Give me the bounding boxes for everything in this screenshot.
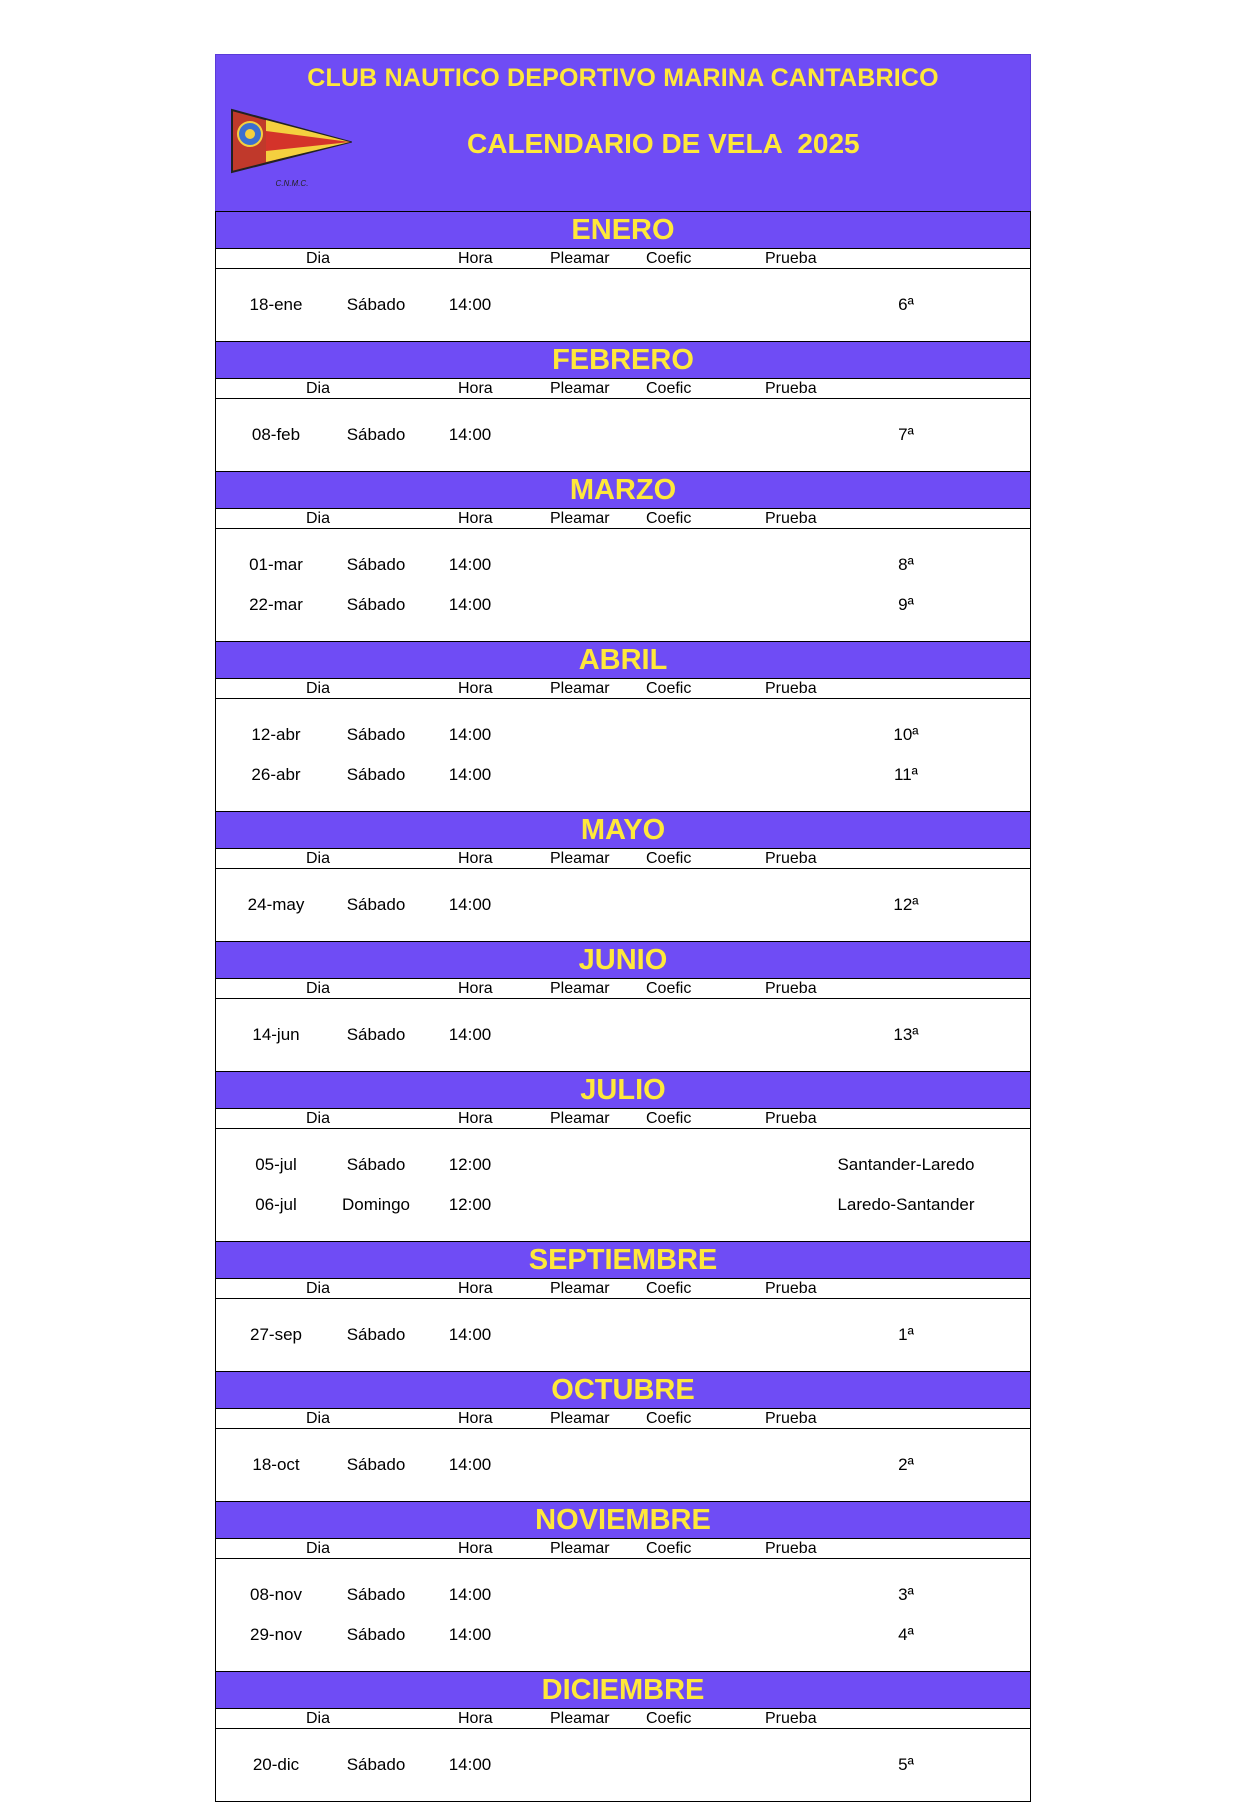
- month-title: JULIO: [216, 1072, 1030, 1109]
- event-row: [216, 547, 1030, 587]
- column-header-hora: Hora: [458, 380, 493, 397]
- column-header-row: [216, 509, 1030, 529]
- event-weekday: Sábado: [346, 425, 406, 444]
- event-date: 05-jul: [255, 1155, 297, 1174]
- column-header-prueba: Prueba: [765, 680, 817, 697]
- column-header-prueba: Prueba: [765, 850, 817, 867]
- column-header-pleamar: Pleamar: [550, 1540, 610, 1557]
- column-header-pleamar: Pleamar: [550, 980, 610, 997]
- column-header-row: [216, 979, 1030, 999]
- event-time: 14:00: [448, 765, 492, 784]
- event-time: 14:00: [448, 1755, 492, 1774]
- event-time: 14:00: [448, 555, 492, 574]
- club-name: CLUB NAUTICO DEPORTIVO MARINA CANTABRICO: [307, 64, 939, 92]
- column-header-pleamar: Pleamar: [550, 1710, 610, 1727]
- column-header-coefic: Coefic: [646, 510, 692, 527]
- event-row: [216, 1317, 1030, 1357]
- event-prueba: Laredo-Santander: [837, 1195, 975, 1214]
- event-prueba: 2ª: [898, 1455, 914, 1474]
- event-time: 14:00: [448, 1025, 492, 1044]
- event-row: [216, 1577, 1030, 1617]
- month-section: [215, 1371, 1031, 1501]
- event-weekday: Sábado: [346, 1455, 406, 1474]
- column-header-pleamar: Pleamar: [550, 250, 610, 267]
- event-time: 14:00: [448, 295, 492, 314]
- months-container: [215, 211, 1031, 1802]
- column-header-row: [216, 1409, 1030, 1429]
- column-header-coefic: Coefic: [646, 680, 692, 697]
- event-date: 14-jun: [252, 1025, 300, 1044]
- column-header-row: [216, 1709, 1030, 1729]
- event-list: [216, 869, 1030, 941]
- column-header-prueba: Prueba: [765, 1710, 817, 1727]
- event-weekday: Sábado: [346, 555, 406, 574]
- event-list: [216, 399, 1030, 471]
- event-prueba: 7ª: [898, 425, 914, 444]
- month-title: JUNIO: [216, 942, 1030, 979]
- event-prueba: 3ª: [898, 1585, 914, 1604]
- event-row: [216, 1187, 1030, 1227]
- event-prueba: 6ª: [898, 295, 914, 314]
- column-header-hora: Hora: [458, 680, 493, 697]
- column-header-coefic: Coefic: [646, 980, 692, 997]
- column-header-prueba: Prueba: [765, 1540, 817, 1557]
- month-title: MAYO: [216, 812, 1030, 849]
- month-section: [215, 811, 1031, 941]
- event-prueba: 4ª: [898, 1625, 914, 1644]
- month-section: [215, 1241, 1031, 1371]
- event-time: 12:00: [448, 1195, 492, 1214]
- column-header-dia: Dia: [306, 1410, 331, 1427]
- logo-caption: C.N.M.C.: [275, 179, 309, 188]
- event-list: [216, 1129, 1030, 1241]
- event-prueba: 8ª: [898, 555, 914, 574]
- column-header-prueba: Prueba: [765, 1110, 817, 1127]
- event-prueba: 11ª: [894, 765, 918, 784]
- event-row: [216, 1147, 1030, 1187]
- month-section: [215, 1071, 1031, 1241]
- event-date: 08-feb: [251, 425, 301, 444]
- event-prueba: 1ª: [898, 1325, 914, 1344]
- event-weekday: Sábado: [346, 1585, 406, 1604]
- column-header-hora: Hora: [458, 250, 493, 267]
- column-header-row: [216, 1279, 1030, 1299]
- month-section: [215, 941, 1031, 1071]
- month-title: FEBRERO: [216, 342, 1030, 379]
- column-header-row: [216, 849, 1030, 869]
- event-date: 12-abr: [251, 725, 301, 744]
- event-list: [216, 999, 1030, 1071]
- column-header-hora: Hora: [458, 1710, 493, 1727]
- event-row: [216, 887, 1030, 927]
- event-row: [216, 417, 1030, 457]
- month-section: [215, 211, 1031, 341]
- column-header-prueba: Prueba: [765, 250, 817, 267]
- event-date: 20-dic: [252, 1755, 300, 1774]
- event-row: [216, 287, 1030, 327]
- column-header-dia: Dia: [306, 380, 331, 397]
- event-date: 18-ene: [249, 295, 303, 314]
- column-header-prueba: Prueba: [765, 510, 817, 527]
- column-header-hora: Hora: [458, 510, 493, 527]
- column-header-coefic: Coefic: [646, 1280, 692, 1297]
- event-row: [216, 1617, 1030, 1657]
- event-list: [216, 529, 1030, 641]
- column-header-coefic: Coefic: [646, 380, 692, 397]
- column-header-row: [216, 679, 1030, 699]
- event-row: [216, 717, 1030, 757]
- event-list: [216, 699, 1030, 811]
- event-weekday: Sábado: [346, 725, 406, 744]
- calendar-sheet: [215, 54, 1031, 1802]
- column-header-dia: Dia: [306, 980, 331, 997]
- column-header-coefic: Coefic: [646, 1710, 692, 1727]
- event-row: [216, 757, 1030, 797]
- month-section: [215, 341, 1031, 471]
- event-row: [216, 1447, 1030, 1487]
- event-time: 14:00: [448, 725, 492, 744]
- column-header-dia: Dia: [306, 850, 331, 867]
- month-title: DICIEMBRE: [216, 1672, 1030, 1709]
- event-weekday: Sábado: [346, 595, 406, 614]
- month-title: SEPTIEMBRE: [216, 1242, 1030, 1279]
- event-date: 24-may: [247, 895, 305, 914]
- column-header-row: [216, 249, 1030, 269]
- column-header-pleamar: Pleamar: [550, 1410, 610, 1427]
- column-header-hora: Hora: [458, 850, 493, 867]
- event-time: 12:00: [448, 1155, 492, 1174]
- event-weekday: Sábado: [346, 1155, 406, 1174]
- event-weekday: Sábado: [346, 895, 406, 914]
- club-pennant-logo: [230, 108, 352, 190]
- column-header-coefic: Coefic: [646, 1110, 692, 1127]
- column-header-hora: Hora: [458, 1110, 493, 1127]
- event-weekday: Sábado: [346, 765, 406, 784]
- column-header-prueba: Prueba: [765, 980, 817, 997]
- event-weekday: Domingo: [341, 1195, 411, 1214]
- column-header-dia: Dia: [306, 1110, 331, 1127]
- event-list: [216, 269, 1030, 341]
- column-header-prueba: Prueba: [765, 1410, 817, 1427]
- column-header-hora: Hora: [458, 980, 493, 997]
- column-header-dia: Dia: [306, 1710, 331, 1727]
- column-header-prueba: Prueba: [765, 1280, 817, 1297]
- event-weekday: Sábado: [346, 295, 406, 314]
- month-section: [215, 1501, 1031, 1671]
- event-list: [216, 1429, 1030, 1501]
- calendar-header: [215, 54, 1031, 211]
- event-time: 14:00: [448, 1455, 492, 1474]
- event-date: 26-abr: [251, 765, 301, 784]
- column-header-dia: Dia: [306, 1280, 331, 1297]
- column-header-coefic: Coefic: [646, 250, 692, 267]
- month-section: [215, 1671, 1031, 1802]
- event-time: 14:00: [448, 1325, 492, 1344]
- month-title: MARZO: [216, 472, 1030, 509]
- event-list: [216, 1729, 1030, 1801]
- event-time: 14:00: [448, 425, 492, 444]
- event-row: [216, 1747, 1030, 1787]
- event-list: [216, 1559, 1030, 1671]
- calendar-title: CALENDARIO DE VELA 2025: [467, 128, 860, 159]
- event-list: [216, 1299, 1030, 1371]
- column-header-coefic: Coefic: [646, 1540, 692, 1557]
- column-header-dia: Dia: [306, 680, 331, 697]
- event-date: 27-sep: [250, 1325, 302, 1344]
- event-weekday: Sábado: [346, 1025, 406, 1044]
- column-header-row: [216, 1109, 1030, 1129]
- column-header-hora: Hora: [458, 1410, 493, 1427]
- event-weekday: Sábado: [346, 1755, 406, 1774]
- event-prueba: 9ª: [898, 595, 914, 614]
- event-date: 08-nov: [250, 1585, 302, 1604]
- event-prueba: 13ª: [893, 1025, 919, 1044]
- month-title: OCTUBRE: [216, 1372, 1030, 1409]
- column-header-hora: Hora: [458, 1280, 493, 1297]
- column-header-row: [216, 379, 1030, 399]
- event-prueba: Santander-Laredo: [837, 1155, 975, 1174]
- event-time: 14:00: [448, 595, 492, 614]
- column-header-pleamar: Pleamar: [550, 510, 610, 527]
- month-section: [215, 641, 1031, 811]
- column-header-pleamar: Pleamar: [550, 680, 610, 697]
- column-header-coefic: Coefic: [646, 850, 692, 867]
- event-date: 18-oct: [252, 1455, 300, 1474]
- event-time: 14:00: [448, 1585, 492, 1604]
- event-time: 14:00: [448, 895, 492, 914]
- event-weekday: Sábado: [346, 1625, 406, 1644]
- event-row: [216, 587, 1030, 627]
- event-weekday: Sábado: [346, 1325, 406, 1344]
- month-section: [215, 471, 1031, 641]
- event-prueba: 5ª: [898, 1755, 914, 1774]
- month-title: ENERO: [216, 212, 1030, 249]
- month-title: ABRIL: [216, 642, 1030, 679]
- column-header-hora: Hora: [458, 1540, 493, 1557]
- event-date: 29-nov: [250, 1625, 302, 1644]
- column-header-dia: Dia: [306, 510, 331, 527]
- event-prueba: 10ª: [893, 725, 919, 744]
- column-header-coefic: Coefic: [646, 1410, 692, 1427]
- column-header-dia: Dia: [306, 1540, 331, 1557]
- month-title: NOVIEMBRE: [216, 1502, 1030, 1539]
- column-header-pleamar: Pleamar: [550, 850, 610, 867]
- event-prueba: 12ª: [893, 895, 919, 914]
- event-date: 01-mar: [249, 555, 303, 574]
- column-header-row: [216, 1539, 1030, 1559]
- column-header-dia: Dia: [306, 250, 331, 267]
- event-time: 14:00: [448, 1625, 492, 1644]
- column-header-pleamar: Pleamar: [550, 1110, 610, 1127]
- column-header-pleamar: Pleamar: [550, 1280, 610, 1297]
- column-header-prueba: Prueba: [765, 380, 817, 397]
- event-date: 22-mar: [249, 595, 303, 614]
- column-header-pleamar: Pleamar: [550, 380, 610, 397]
- event-row: [216, 1017, 1030, 1057]
- event-date: 06-jul: [255, 1195, 297, 1214]
